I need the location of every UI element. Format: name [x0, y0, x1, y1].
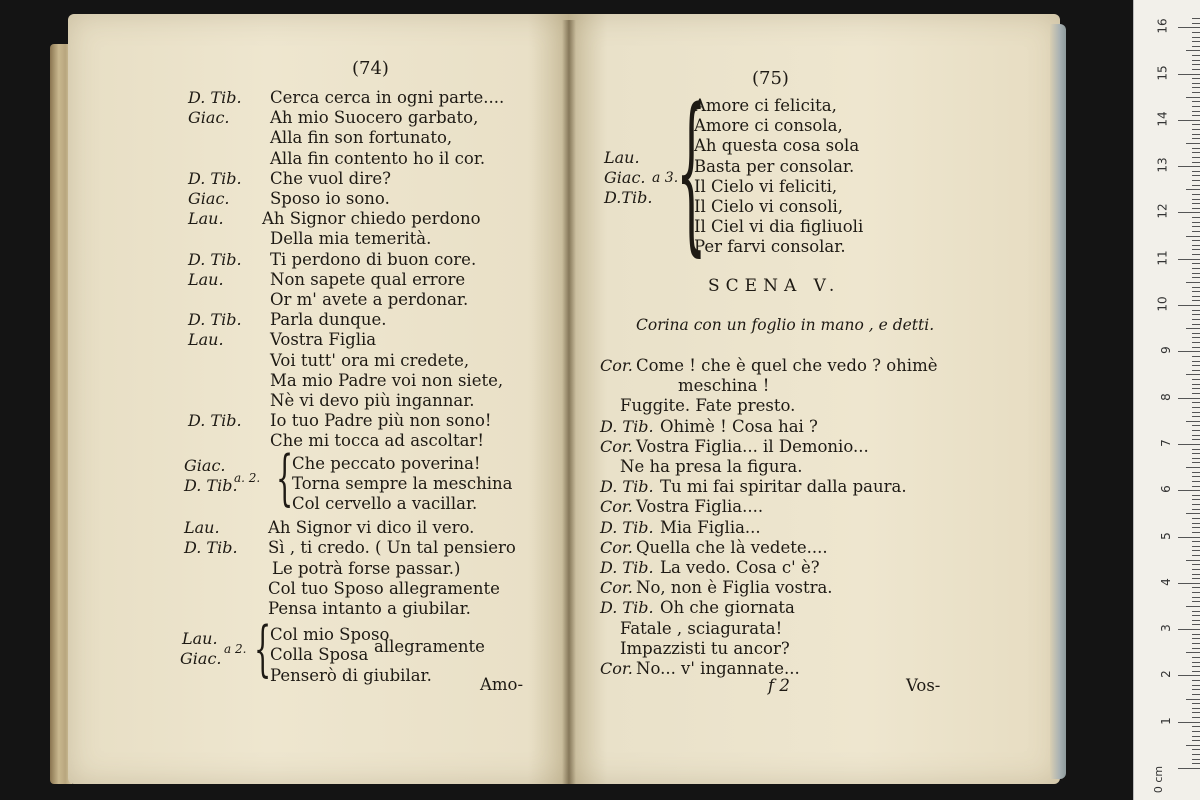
- speaker-label: Lau.: [184, 518, 220, 538]
- verse-line: Fuggite. Fate presto.: [620, 396, 796, 416]
- ruler-number: 10: [1155, 296, 1170, 312]
- verse-line: Ah Signor chiedo perdono: [262, 209, 481, 229]
- ruler-tick: [1192, 162, 1200, 163]
- verse-line: Penserò di giubilar.: [270, 665, 432, 685]
- ruler-tick: [1192, 370, 1200, 371]
- ruler-tick: [1192, 476, 1200, 477]
- ruler-tick: [1192, 638, 1200, 639]
- ruler-tick: [1192, 712, 1200, 713]
- ruler-tick: [1178, 722, 1200, 723]
- ruler-tick: [1178, 74, 1200, 75]
- speaker-label: D. Tib.: [600, 416, 654, 436]
- ruler-tick: [1192, 499, 1200, 500]
- verse-line: Non sapete qual errore: [270, 269, 466, 289]
- ruler-tick: [1192, 504, 1200, 505]
- ruler-tick: [1192, 587, 1200, 588]
- ruler-tick: [1192, 273, 1200, 274]
- ruler-tick: [1192, 287, 1200, 288]
- ruler-tick: [1192, 175, 1200, 176]
- ruler-tick: [1178, 398, 1200, 399]
- ruler-tick: [1192, 453, 1200, 454]
- speaker-label: D. Tib.: [600, 517, 654, 537]
- ruler-tick: [1192, 254, 1200, 255]
- verse-line: Della mia temerità.: [270, 229, 432, 249]
- speaker-label: D. Tib.: [188, 88, 242, 107]
- ruler-tick: [1192, 268, 1200, 269]
- ruler-tick: [1192, 148, 1200, 149]
- ruler-tick: [1192, 708, 1200, 709]
- speaker-label: D. Tib.: [184, 538, 238, 558]
- ruler-unit: 0 cm: [1151, 765, 1165, 794]
- verse-line: Alla fin contento ho il cor.: [270, 148, 486, 168]
- ruler-tick: [1192, 115, 1200, 116]
- ruler-tick: [1192, 78, 1200, 79]
- ruler-tick: [1192, 356, 1200, 357]
- speaker-label: Cor.: [600, 436, 633, 456]
- verse-line: Mia Figlia...: [660, 517, 761, 537]
- verse-line: Vostra Figlia....: [636, 497, 764, 517]
- verse-line: Come ! che è quel che vedo ? ohimè: [636, 356, 938, 375]
- ruler-tick: [1186, 513, 1200, 514]
- ruler-tick: [1178, 27, 1200, 28]
- ruler-tick: [1186, 745, 1200, 746]
- verse-line: meschina !: [678, 376, 770, 396]
- ruler-tick: [1192, 106, 1200, 107]
- verse-line: Il Cielo vi consoli,: [694, 197, 844, 216]
- ruler-tick: [1192, 217, 1200, 218]
- signature-mark: f 2: [768, 676, 790, 695]
- ruler-tick: [1192, 319, 1200, 320]
- ruler-number: 3: [1159, 624, 1174, 632]
- ruler-tick: [1192, 69, 1200, 70]
- page-number: (74): [352, 58, 389, 79]
- ruler-tick: [1192, 458, 1200, 459]
- ruler-tick: [1192, 430, 1200, 431]
- brace-icon: {: [276, 442, 294, 513]
- ruler-number: 2: [1159, 670, 1174, 679]
- ruler-tick: [1192, 703, 1200, 704]
- ruler-tick: [1192, 393, 1200, 394]
- ruler-tick: [1192, 55, 1200, 56]
- ruler-tick: [1192, 231, 1200, 232]
- ruler-tick: [1192, 23, 1200, 24]
- ruler-tick: [1192, 462, 1200, 463]
- speaker-label: D. Tib.: [188, 249, 242, 269]
- ruler-tick: [1192, 203, 1200, 204]
- speaker-label: D. Tib.: [188, 310, 242, 330]
- ruler-tick: [1178, 166, 1200, 167]
- ruler-tick: [1192, 388, 1200, 389]
- ruler-tick: [1192, 601, 1200, 602]
- verse-line: Le potrà forse passar.): [272, 558, 461, 578]
- speaker-label: Giac.: [180, 649, 222, 669]
- ruler-tick: [1192, 60, 1200, 61]
- ruler-tick: [1178, 120, 1200, 121]
- ruler-tick: [1192, 597, 1200, 598]
- ruler-tick: [1192, 624, 1200, 625]
- ruler-tick: [1192, 87, 1200, 88]
- ruler-tick: [1192, 194, 1200, 195]
- ruler-tick: [1192, 361, 1200, 362]
- speaker-label: Cor.: [600, 537, 633, 557]
- ruler-tick: [1192, 310, 1200, 311]
- speaker-label: Giac.: [604, 168, 646, 187]
- ruler-tick: [1192, 324, 1200, 325]
- ensemble-marker: a. 2.: [234, 470, 261, 485]
- verse-line: Col cervello a vacillar.: [292, 494, 478, 513]
- ruler-tick: [1192, 416, 1200, 417]
- ruler-tick: [1192, 245, 1200, 246]
- verse-line: Sì , ti credo. ( Un tal pensiero: [268, 538, 516, 558]
- verse-line: No, non è Figlia vostra.: [636, 578, 833, 598]
- ruler-tick: [1192, 472, 1200, 473]
- ruler-tick: [1178, 305, 1200, 306]
- verse-line: Ah mio Suocero garbato,: [270, 108, 479, 128]
- ruler-tick: [1192, 486, 1200, 487]
- speaker-label: Lau.: [188, 209, 224, 229]
- ruler-tick: [1192, 300, 1200, 301]
- ruler-tick: [1192, 333, 1200, 334]
- speaker-label: Giac.: [188, 189, 230, 208]
- ruler-tick: [1186, 282, 1200, 283]
- ruler-tick: [1192, 134, 1200, 135]
- speaker-label: Lau.: [182, 629, 218, 649]
- verse-line: Basta per consolar.: [694, 156, 855, 176]
- speaker-label: Cor.: [600, 659, 633, 678]
- ruler-tick: [1192, 240, 1200, 241]
- ruler-tick: [1192, 199, 1200, 200]
- ruler-tick: [1192, 226, 1200, 227]
- ruler-tick: [1192, 532, 1200, 533]
- verse-line: Ne ha presa la figura.: [620, 457, 803, 476]
- ruler-number: 4: [1159, 577, 1174, 586]
- ruler-tick: [1192, 402, 1200, 403]
- right-page-edge: [1050, 24, 1066, 779]
- ruler-tick: [1186, 699, 1200, 700]
- verse-line: Quella che là vedete....: [636, 537, 828, 557]
- speaker-label: D. Tib.: [600, 598, 654, 618]
- ruler-tick: [1192, 425, 1200, 426]
- ruler-tick: [1186, 374, 1200, 375]
- ruler-tick: [1192, 689, 1200, 690]
- page-number: (75): [752, 68, 789, 89]
- ruler-tick: [1192, 18, 1200, 19]
- ruler-tick: [1178, 583, 1200, 584]
- ruler-tick: [1192, 83, 1200, 84]
- verse-line: Oh che giornata: [660, 598, 795, 618]
- verse-line: Col tuo Sposo allegramente: [268, 578, 500, 598]
- speaker-label: Giac.: [184, 455, 226, 475]
- catchword: Amo-: [480, 675, 524, 694]
- ruler-tick: [1186, 421, 1200, 422]
- ruler-tick: [1192, 648, 1200, 649]
- verse-line: Ah questa cosa sola: [694, 136, 860, 156]
- ruler-number: 14: [1155, 111, 1170, 127]
- speaker-label: D. Tib.: [188, 168, 242, 188]
- verse-line: Nè vi devo più ingannar.: [270, 391, 475, 410]
- ruler-tick: [1192, 314, 1200, 315]
- verse-line: La vedo. Cosa c' è?: [660, 558, 820, 577]
- ruler-tick: [1192, 759, 1200, 760]
- ruler-tick: [1192, 574, 1200, 575]
- ruler-tick: [1192, 546, 1200, 547]
- speaker-label: Cor.: [600, 578, 633, 598]
- verse-line: Ti perdono di buon core.: [270, 249, 477, 269]
- book-gutter: [562, 20, 576, 784]
- verse-line: Torna sempre la meschina: [292, 473, 513, 493]
- ruler-tick: [1186, 50, 1200, 51]
- ruler-tick: [1192, 92, 1200, 93]
- ruler-tick: [1178, 675, 1200, 676]
- ensemble-marker: a 3.: [652, 170, 679, 186]
- ruler-tick: [1178, 537, 1200, 538]
- ruler-tick: [1186, 467, 1200, 468]
- ruler-tick: [1192, 662, 1200, 663]
- brace-icon: {: [254, 614, 272, 685]
- verse-line: Il Cielo vi feliciti,: [694, 176, 838, 196]
- verse-line: Amore ci felicita,: [694, 96, 837, 115]
- verse-line: Tu mi fai spiritar dalla paura.: [660, 477, 907, 497]
- verse-line: Amore ci consola,: [694, 116, 843, 136]
- ruler-tick: [1192, 671, 1200, 672]
- verse-line: Alla fin son fortunato,: [270, 128, 453, 148]
- ruler-tick: [1192, 592, 1200, 593]
- ruler-tick: [1192, 171, 1200, 172]
- ruler-tick: [1192, 152, 1200, 153]
- ruler-tick: [1192, 634, 1200, 635]
- ruler-tick: [1178, 490, 1200, 491]
- verse-line: Vostra Figlia: [270, 330, 377, 350]
- ruler-tick: [1192, 685, 1200, 686]
- ruler-tick: [1192, 263, 1200, 264]
- scene-title: SCENA V.: [708, 276, 841, 296]
- ruler-tick: [1192, 509, 1200, 510]
- ruler-tick: [1178, 212, 1200, 213]
- ruler-tick: [1192, 518, 1200, 519]
- ruler-tick: [1192, 337, 1200, 338]
- verse-line: Ma mio Padre voi non siete,: [270, 370, 504, 390]
- ruler-number: 6: [1159, 485, 1174, 494]
- ruler-tick: [1192, 550, 1200, 551]
- ruler-tick: [1192, 569, 1200, 570]
- ruler-tick: [1192, 740, 1200, 741]
- ruler-tick: [1192, 754, 1200, 755]
- ruler-tick: [1192, 124, 1200, 125]
- ruler-tick: [1192, 291, 1200, 292]
- ruler-tick: [1192, 763, 1200, 764]
- ruler-tick: [1192, 643, 1200, 644]
- ruler-tick: [1192, 342, 1200, 343]
- ruler-tick: [1178, 444, 1200, 445]
- ruler-tick: [1192, 749, 1200, 750]
- ruler-tick: [1192, 111, 1200, 112]
- ruler-tick: [1192, 523, 1200, 524]
- ruler-number: 7: [1159, 439, 1174, 447]
- ruler-tick: [1192, 449, 1200, 450]
- ruler-number: 13: [1155, 157, 1170, 173]
- ruler-tick: [1192, 37, 1200, 38]
- ruler-tick: [1192, 611, 1200, 612]
- verse-line: Che vuol dire?: [270, 168, 392, 188]
- verse-line: Ohimè ! Cosa hai ?: [660, 416, 818, 436]
- verse-line: Cerca cerca in ogni parte....: [270, 88, 505, 107]
- ruler-tick: [1192, 384, 1200, 385]
- ruler-number: 15: [1155, 64, 1170, 81]
- ruler-tick: [1192, 347, 1200, 348]
- ruler-tick: [1192, 180, 1200, 181]
- ruler-tick: [1178, 351, 1200, 352]
- ruler-number: 9: [1159, 346, 1174, 355]
- ruler-tick: [1192, 277, 1200, 278]
- ruler-tick: [1192, 564, 1200, 565]
- ruler-tick: [1192, 439, 1200, 440]
- ruler-tick: [1178, 629, 1200, 630]
- speaker-label: D. Tib.: [600, 558, 654, 577]
- verse-line: Che mi tocca ad ascoltar!: [270, 431, 484, 451]
- ruler-tick: [1192, 620, 1200, 621]
- verse-line: Fatale , sciagurata!: [620, 618, 783, 638]
- ruler-tick: [1192, 222, 1200, 223]
- speaker-label: Lau.: [188, 269, 224, 289]
- ruler-tick: [1192, 46, 1200, 47]
- ruler-tick: [1192, 726, 1200, 727]
- open-book: [50, 14, 1070, 786]
- ruler-tick: [1186, 236, 1200, 237]
- verse-line: Impazzisti tu ancor?: [620, 638, 790, 658]
- ruler-tick: [1192, 527, 1200, 528]
- ruler-tick: [1192, 365, 1200, 366]
- ruler-number: 8: [1159, 392, 1174, 401]
- verse-line: Sposo io sono.: [270, 189, 390, 208]
- ruler-number: 5: [1159, 531, 1174, 540]
- ruler-tick: [1186, 328, 1200, 329]
- ruler-tick: [1192, 64, 1200, 65]
- ruler-tick: [1178, 259, 1200, 260]
- ruler-tick: [1192, 407, 1200, 408]
- verse-line: Che peccato poverina!: [292, 453, 481, 473]
- verse-line: Parla dunque.: [270, 310, 387, 330]
- ruler-tick: [1192, 555, 1200, 556]
- brace-icon: {: [676, 71, 707, 272]
- ruler-tick: [1192, 32, 1200, 33]
- ruler-tick: [1186, 189, 1200, 190]
- catchword: Vos-: [906, 676, 941, 695]
- verse-line: Il Ciel vi dia figliuoli: [694, 217, 864, 237]
- ruler-tick: [1192, 481, 1200, 482]
- speaker-label: D. Tib.: [188, 411, 242, 431]
- verse-line: Colla Sposa: [270, 645, 369, 665]
- ruler-tick: [1192, 731, 1200, 732]
- stage-direction: Corina con un foglio in mano , e detti.: [636, 316, 935, 334]
- ruler-tick: [1192, 736, 1200, 737]
- ruler-tick: [1192, 717, 1200, 718]
- ruler-tick: [1192, 185, 1200, 186]
- ruler-tick: [1192, 412, 1200, 413]
- ruler-number: 1: [1159, 716, 1174, 725]
- ensemble-marker: a 2.: [224, 642, 247, 657]
- speaker-label: Giac.: [188, 108, 230, 128]
- ruler-tick: [1192, 249, 1200, 250]
- ruler-tick: [1192, 578, 1200, 579]
- ruler-tick: [1192, 157, 1200, 158]
- verse-line: Ah Signor vi dico il vero.: [268, 518, 475, 538]
- ruler-tick: [1186, 97, 1200, 98]
- ruler-tick: [1192, 435, 1200, 436]
- verse-line: Vostra Figlia... il Demonio...: [636, 436, 869, 456]
- speaker-label: Cor.: [600, 356, 633, 375]
- verse-line: Or m' avete a perdonar.: [270, 290, 469, 309]
- ruler-tick: [1186, 652, 1200, 653]
- verse-line: allegramente: [374, 637, 485, 657]
- speaker-label: Lau.: [604, 148, 640, 167]
- verse-line: Col mio Sposo: [270, 625, 390, 645]
- ruler-tick: [1192, 41, 1200, 42]
- verse-line: Pensa intanto a giubilar.: [268, 599, 471, 618]
- ruler-number: 12: [1155, 203, 1170, 220]
- ruler-tick: [1186, 606, 1200, 607]
- speaker-label: D. Tib.: [600, 477, 654, 497]
- verse-line: Voi tutt' ora mi credete,: [270, 350, 470, 370]
- ruler-tick: [1192, 101, 1200, 102]
- ruler-tick: [1192, 657, 1200, 658]
- verse-line: No... v' ingannate...: [636, 659, 800, 678]
- ruler-tick: [1186, 560, 1200, 561]
- speaker-label: Cor.: [600, 497, 633, 517]
- ruler-tick: [1192, 296, 1200, 297]
- ruler-number: 16: [1155, 18, 1170, 34]
- measuring-ruler: [1133, 0, 1200, 800]
- ruler-tick: [1192, 129, 1200, 130]
- verse-line: Per farvi consolar.: [694, 237, 846, 257]
- ruler-tick: [1192, 541, 1200, 542]
- speaker-label: D.Tib.: [604, 188, 653, 207]
- ruler-tick: [1178, 768, 1200, 769]
- speaker-label: Lau.: [188, 330, 224, 350]
- verse-line: Io tuo Padre più non sono!: [270, 411, 492, 431]
- ruler-tick: [1192, 208, 1200, 209]
- ruler-tick: [1192, 694, 1200, 695]
- ruler-tick: [1192, 379, 1200, 380]
- ruler-number: 11: [1155, 250, 1170, 266]
- ruler-tick: [1192, 666, 1200, 667]
- ruler-tick: [1192, 495, 1200, 496]
- ruler-tick: [1192, 138, 1200, 139]
- ruler-tick: [1192, 680, 1200, 681]
- ruler-tick: [1192, 615, 1200, 616]
- ruler-tick: [1186, 143, 1200, 144]
- speaker-label: D. Tib.: [184, 475, 238, 495]
